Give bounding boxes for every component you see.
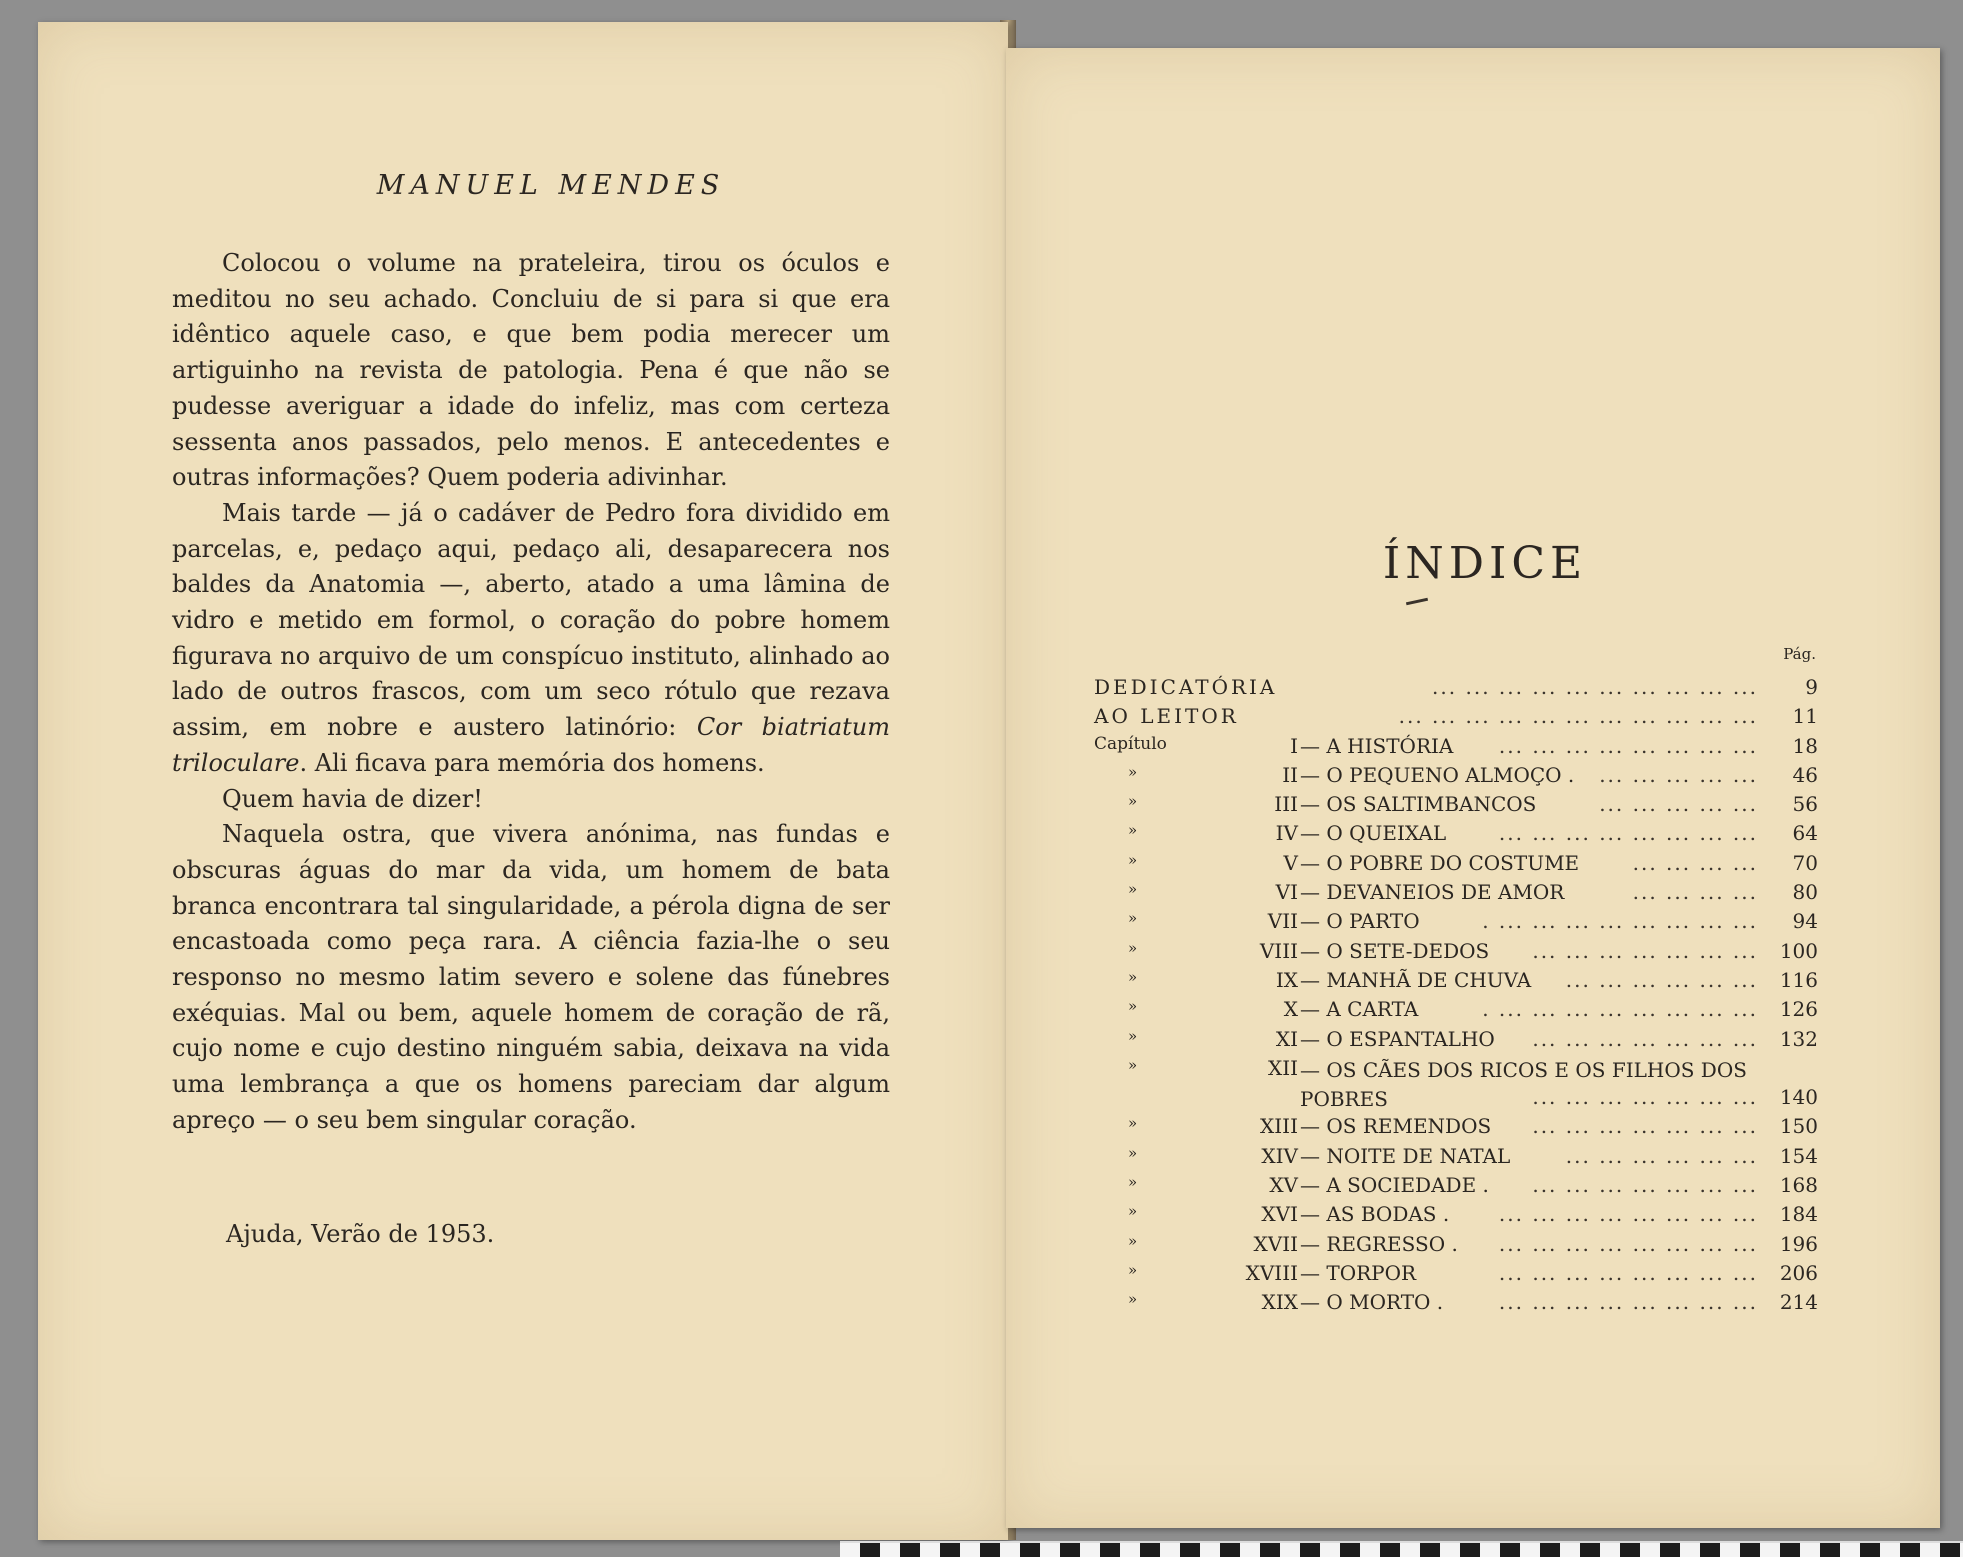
toc-chapter-prefix: » bbox=[1128, 1202, 1138, 1221]
toc-chapter-number: III bbox=[1274, 792, 1298, 817]
toc-chapter-title: — A SOCIEDADE . bbox=[1300, 1173, 1489, 1198]
toc-chapter-number: XVIII bbox=[1245, 1260, 1298, 1285]
toc-chapter-prefix: » bbox=[1128, 762, 1138, 781]
toc-chapter-prefix: » bbox=[1128, 880, 1138, 899]
toc-entry-title: DEDICATÓRIA bbox=[1094, 675, 1278, 699]
toc-chapter-title: — O SETE-DEDOS bbox=[1300, 938, 1490, 963]
toc-leader-dots: ... ... ... ... ... ... bbox=[1565, 1143, 1758, 1168]
toc-chapter-number: VII bbox=[1267, 909, 1298, 934]
toc-leader-dots: ... ... ... ... ... ... ... ... bbox=[1498, 733, 1758, 758]
toc-leader-dots: ... ... ... ... ... ... ... ... bbox=[1498, 1231, 1758, 1256]
toc-chapter-number: XV bbox=[1269, 1173, 1298, 1198]
toc-chapter-number: XI bbox=[1275, 1026, 1298, 1051]
title-ornament bbox=[1406, 598, 1428, 606]
toc-leader-dots: ... ... ... ... ... ... ... bbox=[1532, 1173, 1758, 1198]
toc-chapter-row bbox=[1094, 1144, 1818, 1173]
toc-chapter-title: — DEVANEIOS DE AMOR bbox=[1300, 880, 1565, 905]
toc-chapter-number: X bbox=[1283, 997, 1298, 1022]
toc-leader-dots: ... ... ... ... ... ... ... bbox=[1532, 1114, 1758, 1139]
toc-page-number: 116 bbox=[1779, 967, 1818, 992]
toc-chapter-prefix: » bbox=[1128, 1143, 1138, 1162]
toc-chapter-title: — OS REMENDOS bbox=[1300, 1114, 1492, 1139]
toc-page-number: 184 bbox=[1779, 1202, 1818, 1227]
toc-chapter-number: XII bbox=[1267, 1055, 1298, 1080]
toc-leader-dots: . ... ... ... ... ... ... ... ... bbox=[1482, 997, 1758, 1022]
toc-chapter-prefix: » bbox=[1128, 1055, 1138, 1074]
toc-page-number: 70 bbox=[1792, 850, 1818, 875]
toc-page-number: 94 bbox=[1792, 909, 1818, 934]
toc-leader-dots: ... ... ... ... ... ... ... ... bbox=[1498, 1202, 1758, 1227]
toc-leader-dots: ... ... ... ... ... ... ... ... ... ... bbox=[1432, 675, 1758, 699]
toc-chapter-title: — O QUEIXAL bbox=[1300, 821, 1447, 846]
toc-chapter-prefix: » bbox=[1128, 1026, 1138, 1045]
toc-chapter-title: — O ESPANTALHO bbox=[1300, 1026, 1495, 1051]
toc-chapter-number: VIII bbox=[1259, 938, 1298, 963]
toc-chapter-prefix: » bbox=[1128, 821, 1138, 840]
toc-leader-dots: ... ... ... ... ... ... ... bbox=[1532, 1084, 1758, 1109]
toc-chapter-row bbox=[1094, 1232, 1818, 1261]
toc-chapter-prefix: » bbox=[1128, 1173, 1138, 1192]
toc-leader-dots: ... ... ... ... ... bbox=[1599, 792, 1758, 817]
toc-chapter-number: XIX bbox=[1261, 1290, 1298, 1315]
toc-leader-dots: ... ... ... ... ... ... ... bbox=[1532, 938, 1758, 963]
toc-page-number: 46 bbox=[1792, 762, 1818, 787]
toc-page-number: 214 bbox=[1779, 1290, 1818, 1315]
paragraph: Colocou o volume na prateleira, tirou os óculos e meditou no seu achado. Concluiu de si para si que era idêntico aquele caso, e que bem podia merecer um artiguinho na revista de patologia. Pena é que não se pudesse averiguar a idade do infeliz, mas com certeza sessenta anos passados, pelo menos. E antecedentes e outras informações? Quem poderia adivinhar. bbox=[172, 249, 890, 492]
toc-chapter-row bbox=[1094, 1261, 1818, 1290]
toc-chapter-title: — MANHÃ DE CHUVA bbox=[1300, 967, 1532, 992]
toc-chapter-number: I bbox=[1290, 733, 1298, 758]
toc-leader-dots: ... ... ... ... ... ... bbox=[1565, 967, 1758, 992]
toc-chapter-row bbox=[1094, 1114, 1818, 1143]
table-of-contents bbox=[1094, 675, 1818, 1320]
toc-chapter-row bbox=[1094, 909, 1818, 938]
index-title: ÍNDICE bbox=[1382, 538, 1588, 589]
toc-page-number: 18 bbox=[1792, 733, 1818, 758]
toc-chapter-prefix: » bbox=[1128, 850, 1138, 869]
toc-chapter-prefix: » bbox=[1128, 997, 1138, 1016]
toc-chapter-number: VI bbox=[1275, 880, 1298, 905]
toc-page-number: 206 bbox=[1779, 1260, 1818, 1285]
toc-chapter-prefix: » bbox=[1128, 909, 1138, 928]
toc-chapter-title: — AS BODAS . bbox=[1300, 1202, 1450, 1227]
toc-chapter-row bbox=[1094, 734, 1818, 763]
toc-chapter-row bbox=[1094, 968, 1818, 997]
toc-chapter-prefix: » bbox=[1128, 1231, 1138, 1250]
toc-entry bbox=[1094, 675, 1818, 704]
toc-chapter-title: — O MORTO . bbox=[1300, 1290, 1444, 1315]
toc-chapter-row bbox=[1094, 1056, 1818, 1115]
right-page bbox=[1006, 48, 1940, 1528]
toc-chapter-row bbox=[1094, 851, 1818, 880]
toc-chapter-prefix: Capítulo bbox=[1094, 733, 1167, 754]
latin-label: Cor biatriatum triloculare bbox=[172, 713, 890, 777]
toc-chapter-title: — O PARTO bbox=[1300, 909, 1420, 934]
paragraph: Quem havia de dizer! bbox=[222, 784, 483, 813]
toc-chapter-row bbox=[1094, 821, 1818, 850]
toc-page-number: 9 bbox=[1805, 675, 1818, 699]
toc-chapter-number: V bbox=[1283, 850, 1298, 875]
paragraph: Mais tarde — já o cadáver de Pedro fora dividido em parcelas, e, pedaço aqui, pedaço ali, desaparecera nos baldes da Anatomia —, aberto, atado a uma lâmina de vidro e metido em formol, o coração do pobre homem figurava no arquivo de um conspícuo instituto, alinhado ao lado de outros frascos, com um seco rótulo que rezava assim, em nobre e austero latinório: Cor biatriatum triloculare. Ali ficava para memória dos homens. bbox=[172, 498, 890, 777]
toc-chapter-title: — A CARTA bbox=[1300, 997, 1419, 1022]
toc-entry-title: AO LEITOR bbox=[1094, 704, 1239, 729]
toc-chapter-row bbox=[1094, 792, 1818, 821]
toc-leader-dots: ... ... ... ... ... ... ... bbox=[1532, 1026, 1758, 1051]
place-date-signature: Ajuda, Verão de 1953. bbox=[226, 1220, 495, 1248]
toc-page-number: 132 bbox=[1779, 1026, 1818, 1051]
toc-chapter-number: XIII bbox=[1260, 1114, 1298, 1139]
toc-page-number: 140 bbox=[1779, 1084, 1818, 1109]
toc-chapter-title: — OS SALTIMBANCOS bbox=[1300, 792, 1537, 817]
toc-chapter-prefix: » bbox=[1128, 1290, 1138, 1309]
toc-chapter-row bbox=[1094, 1290, 1818, 1319]
toc-leader-dots: . ... ... ... ... ... ... ... ... bbox=[1482, 909, 1758, 934]
toc-chapter-number: IV bbox=[1275, 821, 1298, 846]
toc-chapter-number: II bbox=[1282, 762, 1298, 787]
toc-chapter-prefix: » bbox=[1128, 792, 1138, 811]
toc-chapter-prefix: » bbox=[1128, 938, 1138, 957]
toc-chapter-row bbox=[1094, 939, 1818, 968]
toc-leader-dots: ... ... ... ... ... ... ... ... bbox=[1498, 1260, 1758, 1285]
toc-chapter-title: — A HISTÓRIA bbox=[1300, 733, 1454, 758]
toc-chapter-row bbox=[1094, 1202, 1818, 1231]
toc-chapter-number: IX bbox=[1275, 967, 1298, 992]
toc-leader-dots: ... ... ... ... ... bbox=[1599, 762, 1758, 787]
toc-chapter-title: — OS CÃES DOS RICOS E OS FILHOS DOS POBRES bbox=[1300, 1057, 1747, 1111]
toc-chapter-row bbox=[1094, 1173, 1818, 1202]
toc-chapter-row bbox=[1094, 880, 1818, 909]
toc-chapter-title: — NOITE DE NATAL bbox=[1300, 1143, 1511, 1168]
toc-page-number: 64 bbox=[1792, 821, 1818, 846]
toc-chapter-title: — REGRESSO . bbox=[1300, 1231, 1458, 1256]
toc-chapter-prefix: » bbox=[1128, 1114, 1138, 1133]
toc-page-number: 150 bbox=[1779, 1114, 1818, 1139]
toc-page-number: 100 bbox=[1779, 938, 1818, 963]
toc-chapter-title: — O POBRE DO COSTUME bbox=[1300, 850, 1580, 875]
toc-leader-dots: ... ... ... ... bbox=[1632, 880, 1758, 905]
toc-entry bbox=[1094, 704, 1818, 733]
toc-chapter-row bbox=[1094, 763, 1818, 792]
toc-chapter-row bbox=[1094, 1027, 1818, 1056]
body-text bbox=[172, 246, 890, 1139]
toc-page-number: 80 bbox=[1792, 880, 1818, 905]
toc-chapter-title: — O PEQUENO ALMOÇO . bbox=[1300, 762, 1575, 787]
toc-chapter-prefix: » bbox=[1128, 967, 1138, 986]
left-page bbox=[38, 22, 1008, 1540]
toc-page-number: 56 bbox=[1792, 792, 1818, 817]
toc-page-number: 11 bbox=[1792, 704, 1818, 729]
toc-page-number: 126 bbox=[1779, 997, 1818, 1022]
toc-page-number: 196 bbox=[1779, 1231, 1818, 1256]
toc-chapter-row bbox=[1094, 997, 1818, 1026]
paragraph: Naquela ostra, que vivera anónima, nas fundas e obscuras águas do mar da vida, um homem de bata branca encontrara tal singularidade, a pérola digna de ser encastoada como peça rara. A ciência fazia-lhe o seu responso no mesmo latim severo e solene das fúnebres exéquias. Mal ou bem, aquele homem de coração de rã, cujo nome e cujo destino ninguém sabia, deixava na vida uma lembrança a que os homens pareciam dar algum apreço — o seu bem singular coração. bbox=[172, 820, 890, 1134]
toc-leader-dots: ... ... ... ... ... ... ... ... bbox=[1498, 821, 1758, 846]
toc-chapter-number: XVII bbox=[1253, 1231, 1298, 1256]
toc-chapter-prefix: » bbox=[1128, 1260, 1138, 1279]
toc-chapter-title: — TORPOR bbox=[1300, 1260, 1417, 1285]
page-column-label: Pág. bbox=[1783, 645, 1816, 663]
running-head: MANUEL MENDES bbox=[376, 170, 726, 201]
toc-page-number: 154 bbox=[1779, 1143, 1818, 1168]
toc-chapter-number: XVI bbox=[1261, 1202, 1298, 1227]
toc-leader-dots: ... ... ... ... bbox=[1632, 850, 1758, 875]
toc-page-number: 168 bbox=[1779, 1173, 1818, 1198]
toc-chapter-number: XIV bbox=[1261, 1143, 1298, 1168]
toc-leader-dots: ... ... ... ... ... ... ... ... bbox=[1498, 1290, 1758, 1315]
toc-leader-dots: ... ... ... ... ... ... ... ... ... ... ... bbox=[1398, 704, 1758, 729]
